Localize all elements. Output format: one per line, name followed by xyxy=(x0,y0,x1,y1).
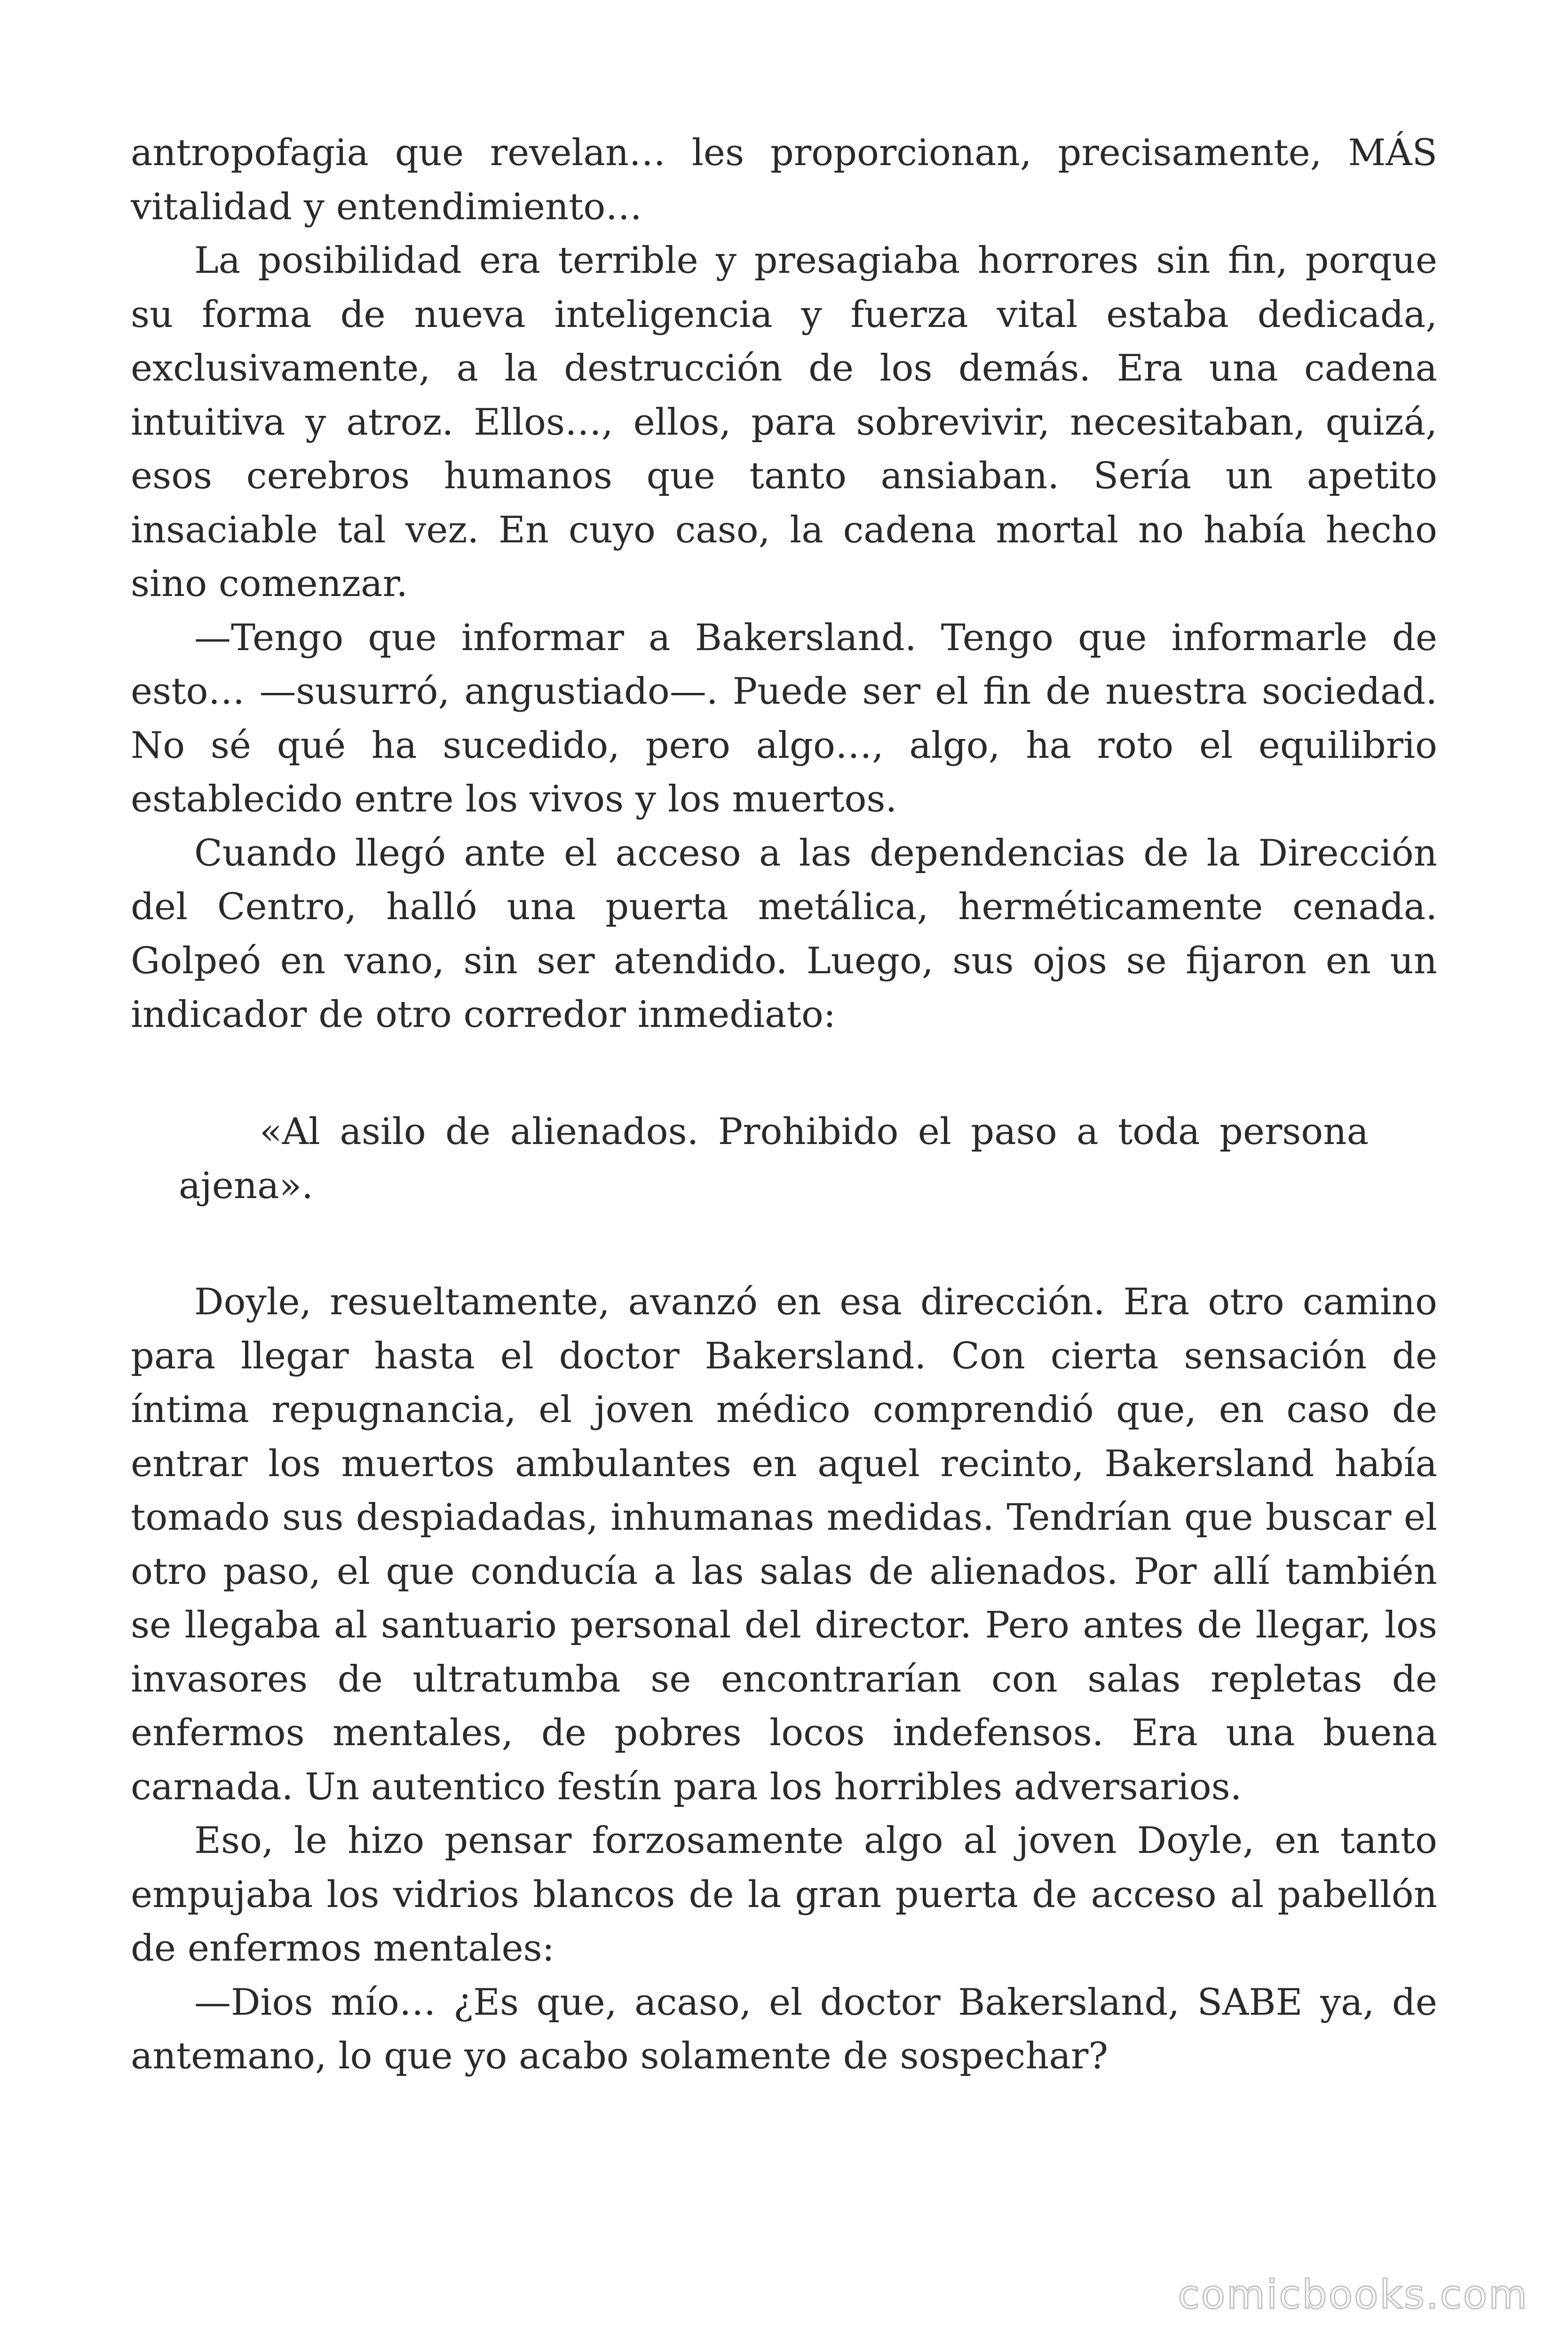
paragraph: Doyle, resueltamente, avanzó en esa dirección. Era otro camino para llegar hasta el doctor Bakersland. Con cierta sensación de íntima repugnancia, el joven médico comprendió que, en caso de entrar los muertos ambulantes en aquel recinto, Bakersland había tomado sus despiadadas, inhumanas medidas. Tendrían que buscar el otro paso, el que conducía a las salas de alienados. Por allí también se llegaba al santuario personal del director. Pero antes de llegar, los invasores de ultratumba se encontrarían con salas repletas de enfermos mentales, de pobres locos indefensos. Era una buena carnada. Un autentico festín para los horribles adversarios. xyxy=(131,1281,1437,1808)
paragraph: La posibilidad era terrible y presagiaba horrores sin fin, porque su forma de nueva inteligencia y fuerza vital estaba dedicada, exclusivamente, a la destrucción de los demás. Era una cadena intuitiva y atroz. Ellos…, ellos, para sobrevivir, necesitaban, quizá, esos cerebros humanos que tanto ansiaban. Sería un apetito insaciable tal vez. En cuyo caso, la cadena mortal no había hecho sino comenzar. xyxy=(131,239,1437,605)
body-text-bottom xyxy=(131,1275,1437,2083)
quote-text: «Al asilo de alienados. Prohibido el paso a toda persona ajena». xyxy=(179,1111,1369,1207)
paragraph-dialogue: —Dios mío… ¿Es que, acaso, el doctor Bakersland, SABE ya, de antemano, lo que yo acabo solamente de sospechar? xyxy=(131,1981,1437,2077)
paragraph-continuation: antropofagia que revelan… les proporcionan, precisamente, MÁS vitalidad y entendimiento… xyxy=(131,132,1437,228)
sign-quote xyxy=(179,1105,1369,1213)
paragraph-dialogue: —Tengo que informar a Bakersland. Tengo que informarle de esto… —susurró, angustiado—. Puede ser el fin de nuestra sociedad. No sé qué ha sucedido, pero algo…, algo, ha roto el equilibrio establecido entre los vivos y los muertos. xyxy=(131,616,1437,820)
paragraph: Eso, le hizo pensar forzosamente algo al joven Doyle, en tanto empujaba los vidrios blancos de la gran puerta de acceso al pabellón de enfermos mentales: xyxy=(131,1820,1437,1970)
body-text-top xyxy=(131,126,1437,1042)
watermark: comicbooks.com xyxy=(1178,2272,1528,2318)
paragraph: Cuando llegó ante el acceso a las dependencias de la Dirección del Centro, halló una puerta metálica, herméticamente cenada. Golpeó en vano, sin ser atendido. Luego, sus ojos se fijaron en un indicador de otro corredor inmediato: xyxy=(131,832,1437,1036)
